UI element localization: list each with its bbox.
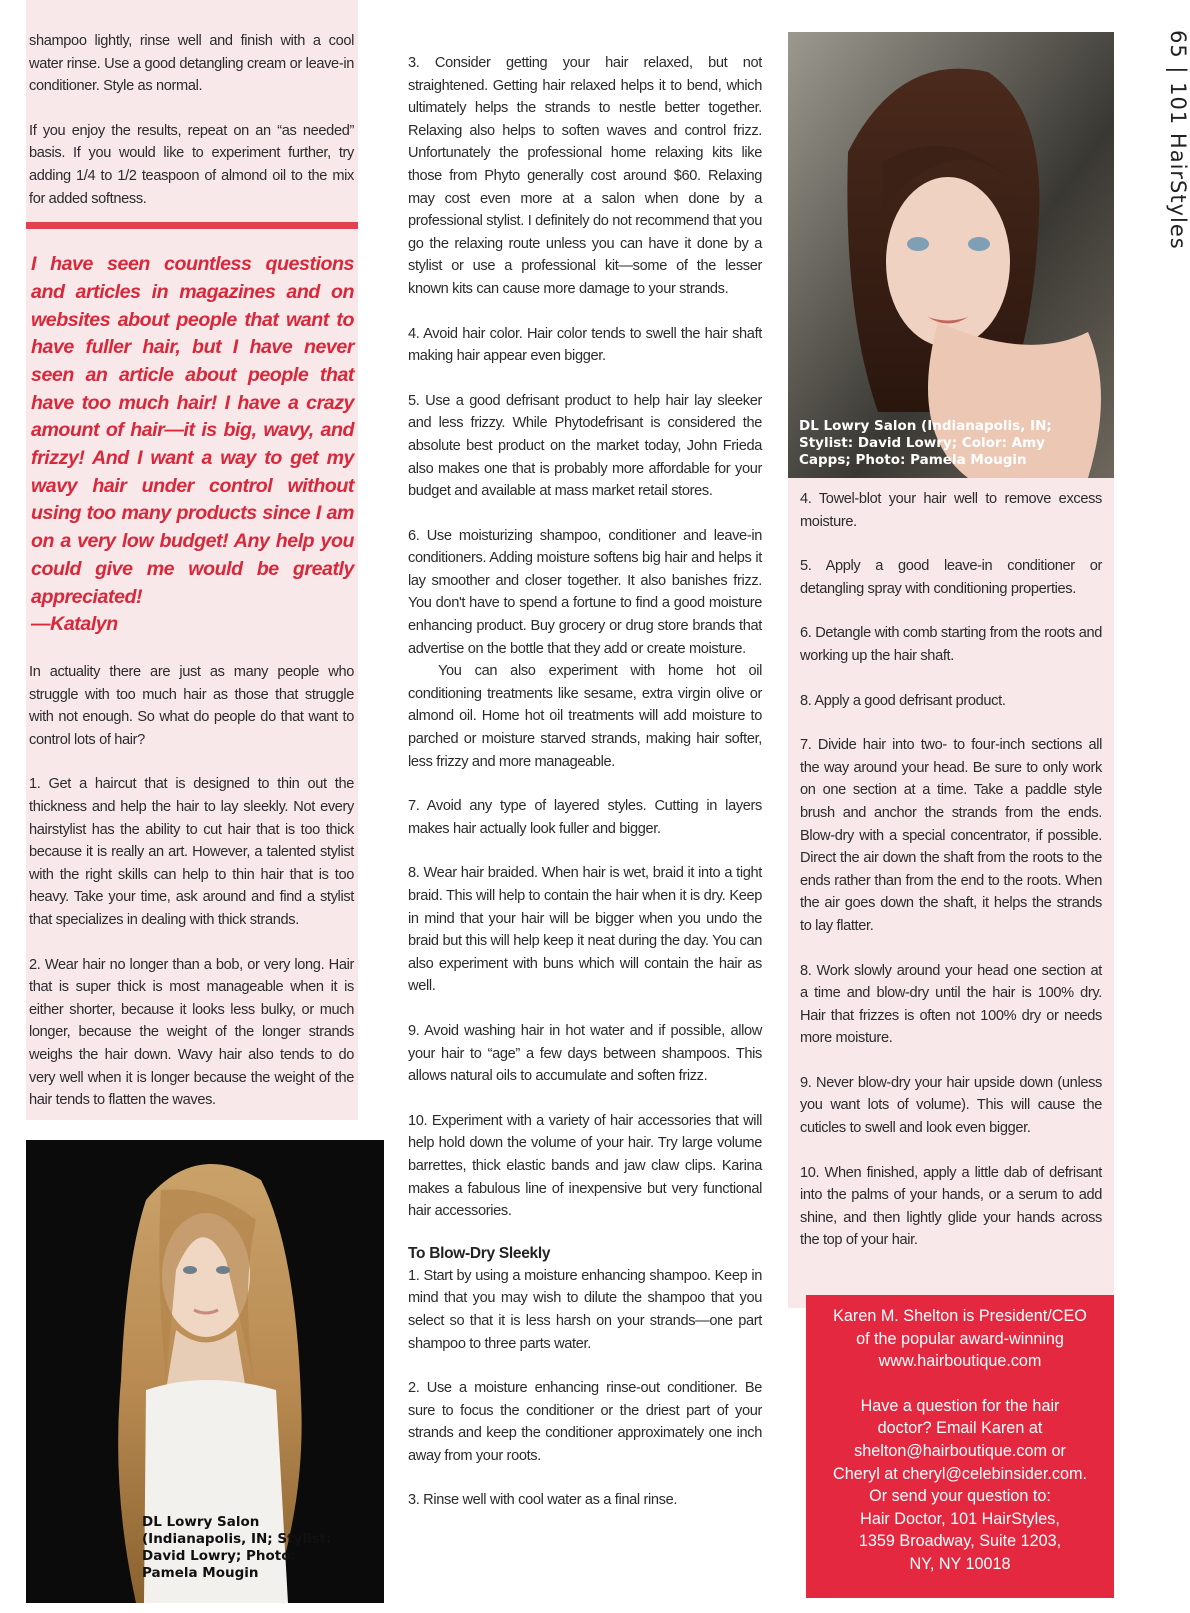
paragraph: 3. Rinse well with cool water as a final rinse. (408, 1492, 678, 1509)
paragraph: In actuality there are just as many people who struggle with too much hair as those that struggle with not enough. So what do people do that want to control lots of hair? (29, 664, 354, 748)
paragraph: 8. Work slowly around your head one section at a time and blow-dry until the hair is 100% dry. Hair that frizzes is often not 100% dry or needs more moisture. (800, 962, 1102, 1047)
paragraph: 2. Wear hair no longer than a bob, or very long. Hair that is super thick is most manageable when it is either shorter, because it looks less bulky, or much longer, because the weight of the longer strands weighs the hair down. Wavy hair also tends to do very well when it is longer because the weight of the hair tends to flatten the waves. (29, 956, 354, 1109)
paragraph: shampoo lightly, rinse well and finish with a cool water rinse. Use a good detangling cream or leave-in conditioner. Style as normal. (29, 33, 354, 95)
reader-question-pull-quote (31, 251, 354, 639)
model-illustration (788, 32, 1114, 478)
paragraph: 5. Use a good defrisant product to help hair lay sleeker and less frizzy. While Phytodefrisant is considered the absolute best product on the market today, John Frieda also makes one that is probably more affordable for your budget and available at mass market retail stores. (408, 392, 762, 500)
paragraph: 1. Get a haircut that is designed to thin out the thickness and help the hair to lay sleekly. Not every hairstylist has the ability to cut hair that is too thick because it is really an art. However, a talented stylist with the right skills can help to thin hair that is too heavy. Take your time, ask around and find a stylist that specializes in dealing with thick strands. (29, 776, 354, 928)
paragraph: 6. Detangle with comb starting from the roots and working up the hair shaft. (800, 625, 1102, 664)
author-bio-box (806, 1295, 1114, 1598)
paragraph: 4. Avoid hair color. Hair color tends to swell the hair shaft making hair appear even bigger. (408, 325, 762, 365)
right-column (788, 478, 1114, 1308)
paragraph: 1. Start by using a moisture enhancing shampoo. Keep in mind that you may wish to dilute the shampoo that you select so that it is less harsh on your strands—one part shampoo to three parts water. (408, 1267, 762, 1352)
middle-column (405, 0, 762, 1613)
paragraph: You can also experiment with home hot oil conditioning treatments like sesame, extra virgin olive or almond oil. Home hot oil treatments will add moisture to parched or moisture starved strands, making hair softer, less frizzy and more manageable. (408, 663, 762, 770)
bio-line: Hair Doctor, 101 HairStyles, (860, 1509, 1060, 1528)
pull-quote-text: I have seen countless questions and articles in magazines and on websites about people that want to have fuller hair, but I have never seen an article about people that have too much hair! I have a crazy amount of hair—it is big, wavy, and frizzy! And I want a way to get my wavy hair under control without using too many products since I am on a very low budget! Any help you could give me would be greatly appreciated! (31, 253, 354, 608)
paragraph: 8. Apply a good defrisant product. (800, 692, 1006, 709)
paragraph: 7. Avoid any type of layered styles. Cutting in layers makes hair actually look fuller and bigger. (408, 798, 762, 837)
paragraph: If you enjoy the results, repeat on an “as needed” basis. If you would like to experiment further, try adding 1/4 to 1/2 teaspoon of almond oil to the mix for added softness. (29, 122, 354, 207)
bio-line: 1359 Broadway, Suite 1203, (858, 1532, 1062, 1551)
paragraph: 9. Avoid washing hair in hot water and if possible, allow your hair to “age” a few days between shampoos. This allows natural oils to accumulate and soften frizz. (408, 1022, 762, 1085)
page-number-and-section-title: 65 | 101 HairStyles (1166, 30, 1190, 250)
paragraph: 3. Consider getting your hair relaxed, but not straightened. Getting hair relaxed helps it to bend, which ultimately helps the strands to nestle better together. Relaxing also helps to soften waves and control frizz. Unfortunately the professional home relaxing kits like those from Phyto generally cost around $60. Relaxing may cost even more at a salon when done by a professional stylist. I definitely do not recommend that you go the relaxing route unless you can have it done by a stylist or use a professional kit—some of the lesser known kits can cause more damage to your strands. (408, 55, 762, 297)
bio-line: Karen M. Shelton is President/CEO (833, 1307, 1087, 1325)
bio-line: Have a question for the hair (860, 1396, 1060, 1415)
paragraph: 10. Experiment with a variety of hair accessories that will help hold down the volume of your hair. Try large volume barrettes, thick elastic bands and jaw claw clips. Karina makes a fabulous line of inexpensive but very functional hair accessories. (408, 1112, 762, 1220)
paragraph: 10. When finished, apply a little dab of defrisant into the palms of your hands, or a serum to add shine, and then lightly glide your hands across the top of your hair. (800, 1164, 1102, 1249)
paragraph: 2. Use a moisture enhancing rinse-out conditioner. Be sure to focus the conditioner or the driest part of your strands and keep the conditioner approximately one inch away from your roots. (408, 1380, 762, 1464)
paragraph: 9. Never blow-dry your hair upside down (unless you want lots of volume). This will cause the cuticles to swell and look even bigger. (800, 1074, 1102, 1137)
paragraph: 8. Wear hair braided. When hair is wet, braid it into a tight braid. This will help to contain the hair when it is dry. Keep in mind that your hair will be bigger when you undo the braid but this will help keep it neat during the day. You can also experiment with buns which will contain the hair as well. (408, 865, 762, 995)
bio-line: www.hairboutique.com (878, 1352, 1042, 1371)
model-photo-dark-hair (788, 32, 1114, 478)
model-photo-long-hair (26, 1140, 384, 1603)
section-subhead: To Blow-Dry Sleekly (408, 1244, 551, 1262)
bio-line: shelton@hairboutique.com or (854, 1441, 1066, 1460)
paragraph: 5. Apply a good leave-in conditioner or detangling spray with conditioning properties. (800, 558, 1102, 597)
photo-credit-caption: DL Lowry Salon (Indianapolis, IN; Stylist: David Lowry; Photo: Pamela Mougin (142, 1514, 332, 1581)
pull-quote-signature: —Katalyn (31, 613, 118, 636)
bio-line: Or send your question to: (869, 1487, 1051, 1506)
bio-line: doctor? Email Karen at (877, 1419, 1043, 1438)
paragraph: 6. Use moisturizing shampoo, conditioner and leave-in conditioners. Adding moisture softens big hair and helps it lay smoother and closer together. It also banishes frizz. You don't have to spend a fortune to find a good moisture enhancing product. Buy grocery or drug store brands that advertise on the bottle that they add or create moisture. (408, 527, 762, 657)
bio-line: NY, NY 10018 (909, 1554, 1011, 1573)
paragraph: 4. Towel-blot your hair well to remove excess moisture. (800, 491, 1102, 530)
photo-credit-caption: DL Lowry Salon (Indianapolis, IN; Stylist: David Lowry; Color: Amy Capps; Photo: Pamela Mougin (799, 418, 1052, 468)
bio-line: Cheryl at cheryl@celebinsider.com. (833, 1464, 1087, 1483)
red-divider (26, 222, 358, 229)
paragraph: 7. Divide hair into two- to four-inch sections all the way around your head. Be sure to only work on one section at a time. Take a paddle style brush and anchor the strands from the ends. Blow-dry with a special concentrator, if possible. Direct the air down the shaft from the roots to the ends rather than from the end to the roots. When the air goes down the shaft, it helps the strands to lay flatter. (800, 737, 1102, 934)
bio-line: of the popular award-winning (856, 1329, 1064, 1348)
left-column (26, 0, 358, 1120)
